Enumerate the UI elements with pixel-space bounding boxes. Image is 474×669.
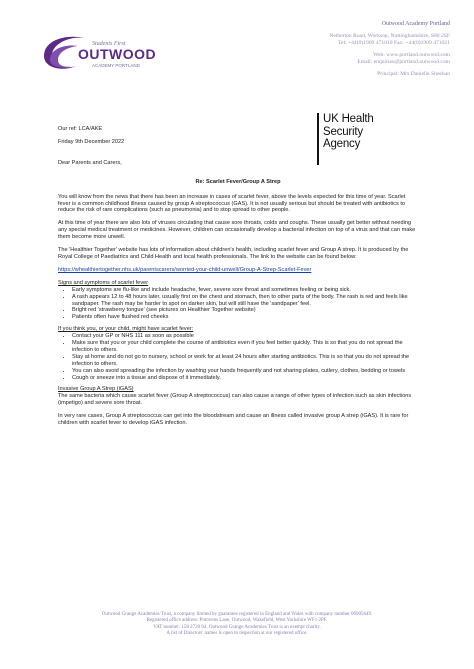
outwood-swirl-icon xyxy=(36,30,162,76)
ukhsa-line-2: Security xyxy=(323,125,363,138)
reference: Our ref: LCA/AKE xyxy=(58,126,103,132)
letter-date: Friday 9th December 2022 xyxy=(58,138,125,145)
letter-body xyxy=(58,126,418,433)
igas-heading: Invasive Group A Strep (iGAS) xyxy=(58,386,134,393)
list-item: • Contact your GP or NHS 111 as soon as possible xyxy=(72,333,418,340)
igas-paragraph-2: In very rare cases, Group A streptococcus can get into the bloodstream and cause an illness called invasive group A strep (iGAS). It is rare for children with scarlet fever to develop iGAS infection. xyxy=(58,413,409,427)
advice-list xyxy=(58,333,418,381)
list-item: • A rash appears 12 to 48 hours later, usually first on the chest and stomach, then to other parts of the body. The rash is red and feels like sandpaper. The rash may be harder to spot on darker skin, but will still have the 'sandpaper' feel. xyxy=(72,294,418,308)
list-item: • Patients often have flushed red cheeks xyxy=(72,314,418,321)
school-contact-block xyxy=(230,21,450,78)
ukhsa-line-1: UK Health xyxy=(323,113,374,125)
school-web-link[interactable]: Web: www.portland.outwood.com xyxy=(373,52,450,58)
trust-footer xyxy=(30,612,444,638)
viruses-paragraph: At this time of year there are also lots of viruses circulating that cause sore throats, colds and coughs. These usually get better without needing any special medical treatment or medicines. However, children can occasionally develop a bacterial infection on top of a virus and that can make them become more unwell. xyxy=(58,220,416,241)
greeting: Dear Parents and Carers, xyxy=(58,159,122,166)
healthier-together-link[interactable]: https://whealthiertogether.nhs.uk/parentscarers/worried-your-child-unwell/Group-A-Strep-Scarlet-Fever xyxy=(58,266,312,273)
list-item: • Make sure that you or your child complete the course of antibiotics even if you feel better quickly. This is so that you do not spread the infection to others. xyxy=(72,340,418,354)
school-email-link[interactable]: Email: enquiries@portland.outwood.com xyxy=(357,59,450,65)
list-item: • Stay at home and do not go to nursery, school or work for at least 24 hours after starting antibiotics. This is so that you do not spread the infection to others. xyxy=(72,354,418,368)
ukhsa-line-3: Agency xyxy=(323,138,361,151)
list-item: • You can also avoid spreading the infection by washing your hands frequently and not sharing plates, cutlery, clothes, bedding or towels xyxy=(72,368,418,375)
logo-subtitle: ACADEMY PORTLAND xyxy=(92,63,140,68)
logo-name: OUTWOOD xyxy=(78,46,157,62)
if-heading: If you think you, or your child, might have scarlet fever: xyxy=(58,326,194,333)
footer-line-3: VAT number: 158 2720 04. Outwood Grange Academies Trust is an exempt charity. xyxy=(153,624,321,630)
letter-subject: Re: Scarlet Fever/Group A Strep xyxy=(195,178,281,185)
intro-paragraph: You will know from the news that there has been an increase in cases of scarlet fever, above the levels expected for this time of year. Scarlet fever is a common childhood illness caused by group A streptococcus (GAS). It is not usually serious but should be treated with antibiotics to reduce the risk of rare complications (such as pneumonia) and to stop spread to other people. xyxy=(58,193,406,214)
school-tel-fax: Tel: +44(0)1909 471010 Fax: +44(0)1909 471021 xyxy=(337,40,450,46)
school-name: Outwood Academy Portland xyxy=(381,21,450,27)
footer-line-4: A list of Directors' names is open to inspection at our registered office. xyxy=(166,631,308,637)
school-logo xyxy=(36,30,162,76)
list-item: • Bright red 'strawberry tongue' (see pictures on Healthier Together website) xyxy=(72,307,418,314)
signs-heading: Signs and symptoms of scarlet fever xyxy=(58,279,149,286)
list-item: • Cough or sneeze into a tissue and dispose of it immediately. xyxy=(72,375,418,382)
school-principal: Principal: Mrs Danielle Sheehan xyxy=(377,71,450,77)
healthier-together-paragraph: The 'Healthier Together' website has lots of information about children's health, including scarlet fever and Group A strep. It is produced by the Royal College of Paediatrics and Child Health and local health professionals. The link to the website can be found below: xyxy=(58,247,409,260)
footer-line-2: Registered office address: Potovens Lane, Outwood, Wakefield, West Yorkshire WF1 2PF. xyxy=(146,618,328,624)
logo-tagline: Students First xyxy=(92,41,126,47)
school-address: Netherton Road, Worksop, Nottinghamshire, S80 2SF xyxy=(329,33,450,39)
list-item: • Early symptoms are flu-like and include headache, fever, severe sore throat and sometimes feeling or being sick. xyxy=(72,287,418,294)
footer-line-1: Outwood Grange Academies Trust, a company limited by guarantee registered in England and Wales with company number 06905649. xyxy=(101,612,373,617)
igas-paragraph-1: The same bacteria which cause scarlet fever (Group A streptococcus) can also cause a range of other types of infection such as skin infections (impetigo) and severe sore throat. xyxy=(58,393,412,407)
signs-list xyxy=(58,287,418,322)
